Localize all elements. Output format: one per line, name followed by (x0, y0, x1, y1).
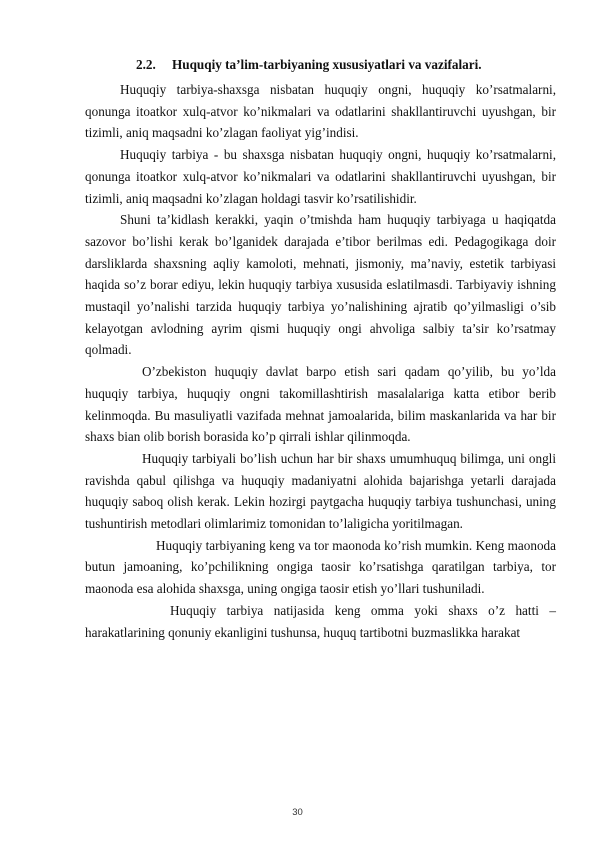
body-text (85, 79, 556, 643)
paragraph-6: Huquqiy tarbiyaning keng va tor maonoda ko’rish mumkin. Keng maonoda butun jamoaning, ko’pchilikning ongiga taosir ko’rsatishga qaratilgan tarbiya, tor maonoda esa alohida shaxsga, uning ongiga taosir etish yo’llari tushuniladi. (85, 537, 556, 597)
paragraph-2: Huquqiy tarbiya - bu shaxsga nisbatan huquqiy ongni, huquqiy ko’rsatmalarni, qonunga itoatkor xulq-atvor ko’nikmalari va odatlarini shakllantiruvchi uyushgan, bir tizimli, aniq maqsadni ko’zlagan holdagi tasvir ko’rsatilishidir. (85, 147, 556, 206)
paragraph-3: Shuni ta’kidlash kerakki, yaqin o’tmishda ham huquqiy tarbiyaga u haqiqatda sazovor bo’lishi kerak bo’lganidek darajada e’tibor berilmas edi. Pedagogikaga doir darsliklarda shaxsning aqliy kamoloti, mehnati, jismoniy, ma’naviy, estetik tarbiyasi haqida so’z borar ediyu, lekin huquqiy tarbiya xususida eslatilmasdi. Tarbiyaviy ishning mustaqil yo’nalishi tarzida huquqiy tarbiya yo’nalishining ajratib qo’yilmasligi o’sib kelayotgan avlodning ayrim qismi huquqiy ongi ahvoliga salbiy ta’sir ko’rsatmay qolmadi. (85, 212, 556, 358)
paragraph-7: Huquqiy tarbiya natijasida keng omma yoki shaxs o’z hatti – harakatlarining qonuniy ekanligini tushunsa, huquq tartibotni buzmaslikka harakat (85, 602, 556, 640)
section-number: 2.2. (136, 57, 156, 72)
section-title: Huquqiy ta’lim-tarbiyaning xususiyatlari va vazifalari. (172, 57, 482, 72)
paragraph-1: Huquqiy tarbiya-shaxsga nisbatan huquqiy ongni, huquqiy ko’rsatmalarni, qonunga itoatkor xulq-atvor ko’nikmalari va odatlarini shakllantiruvchi uyushgan, bir tizimli, aniq maqsadni ko’zlagan faoliyat yig’indisi. (85, 82, 556, 141)
paragraph-5: Huquqiy tarbiyali bo’lish uchun har bir shaxs umumhuquq bilimga, uni ongli ravishda qabul qilishga va huquqiy madaniyatni alohida bajarishga yetarli darajada huquqiy saboq olish kerak. Lekin hozirgi paytgacha huquqiy tarbiya tushunchasi, uning tushuntirish metodlari olimlarimiz tomonidan to’laligicha yoritilmagan. (85, 450, 556, 532)
page-number: 30 (292, 807, 303, 818)
paragraph-4: O’zbekiston huquqiy davlat barpo etish sari qadam qo’yilib, bu yo’lda huquqiy tarbiya, huquqiy ongni takomillashtirish masalalariga katta etibor berib kelinmoqda. Bu masuliyatli vazifada mehnat jamoalarida, bilim maskanlarida va har bir shaxs bian olib borish borasida ko’p qirrali ishlar qilinmoqda. (85, 364, 556, 445)
section-heading (136, 57, 482, 73)
